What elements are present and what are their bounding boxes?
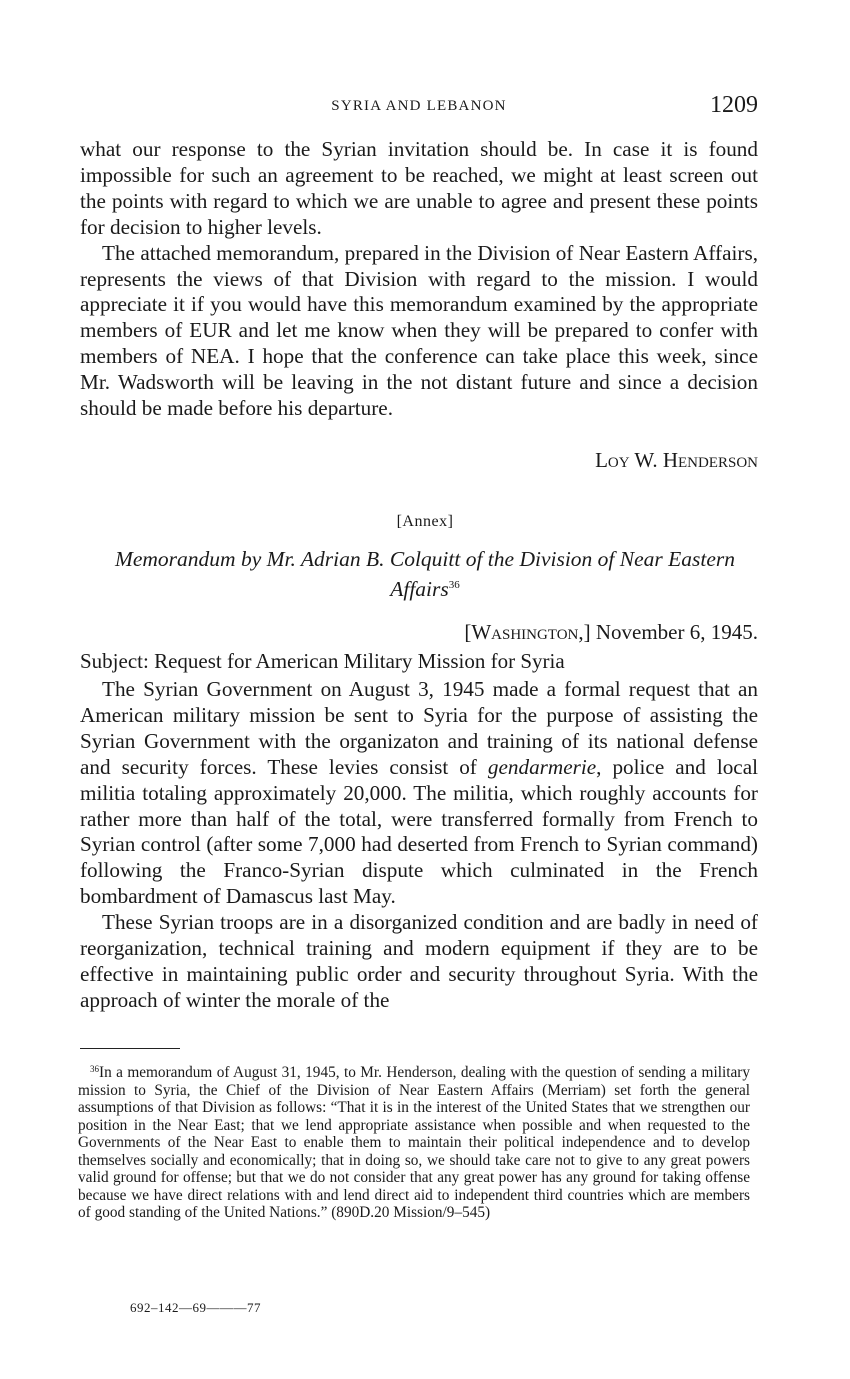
- dateline-date: November 6, 1945.: [595, 620, 758, 644]
- italic-term: gendarmerie: [487, 754, 597, 779]
- subject-line: Subject: Request for American Military Mission for Syria: [80, 649, 565, 673]
- letter-paragraph-1: what our response to the Syrian invitation should be. In case it is found impossible for such an agreement to be reached, we might at least screen out the points with regard to which we are unable to agree and present these points for decision to higher levels.: [80, 137, 758, 239]
- memo-body: [80, 677, 758, 1014]
- memo-paragraph-2: These Syrian troops are in a disorganized condition and are badly in need of reorganization, technical training and modern equipment if they are to be effective in maintaining public order and security throughout Syria. With the approach of winter the morale of the: [80, 910, 758, 1012]
- dateline: [464, 620, 758, 645]
- dateline-place: [Washington,]: [464, 620, 591, 644]
- running-head: [80, 92, 758, 120]
- memo-title-text: Memorandum by Mr. Adrian B. Colquitt of the Division of Near Eastern Affairs: [114, 547, 736, 601]
- memo-paragraph-1-start: The Syrian Government on August 3, 1945 made a formal request that an American military mission be sent to Syria for the purpose of assisting the Syrian Government with the organizaton and training of its national defense and security forces. These levies consist of: [80, 677, 758, 779]
- signature: Loy W. Henderson: [595, 448, 758, 472]
- footnote-reference: 36: [448, 579, 460, 591]
- memo-paragraph-1-end: , police and local militia totaling approximately 20,000. The militia, which roughly accounts for rather more than half of the total, were transferred formally from French to Syrian control (after some 7,000 had deserted from French to Syrian command) following the Franco-Syrian dispute which culminated in the French bombardment of Damascus last May.: [80, 754, 758, 909]
- letter-body: [80, 137, 758, 422]
- annex-label: [Annex]: [396, 513, 454, 530]
- page-number: 1209: [710, 92, 758, 118]
- running-title: SYRIA AND LEBANON: [331, 98, 507, 114]
- footnote-text: In a memorandum of August 31, 1945, to Mr. Henderson, dealing with the question of sending a military mission to Syria, the Chief of the Division of Near Eastern Affairs (Merriam) set forth the general assumptions of that Division as follows: “That it is in the interest of the United States that we strengthen our position in the Near East; that we lend appropriate assistance when possible and when requested to the Governments of the Near East to enable them to maintain their political independence and to develop themselves socially and economically; that in doing so, we should take care not to give to any great powers valid ground for offense; but that we do not consider that any great power has any ground for taking offense because we have direct relations with and lend direct aid to independent third countries which are members of good standing of the United Nations.” (890D.20 Mission/9–545): [78, 1064, 750, 1221]
- printer-code: 692–142—69———77: [130, 1300, 261, 1315]
- memo-title: [80, 546, 770, 602]
- footnote-rule: [80, 1048, 180, 1049]
- letter-paragraph-2: The attached memorandum, prepared in the Division of Near Eastern Affairs, represents the views of that Division with regard to the mission. I would appreciate it if you would have this memorandum examined by the appropriate members of EUR and let me know when they will be prepared to confer with members of NEA. I hope that the conference can take place this week, since Mr. Wadsworth will be leaving in the not distant future and since a decision should be made before his departure.: [80, 240, 758, 421]
- memo-paragraph-1: [80, 677, 758, 910]
- footnote: [78, 1061, 750, 1222]
- footnote-number: 36: [90, 1064, 99, 1074]
